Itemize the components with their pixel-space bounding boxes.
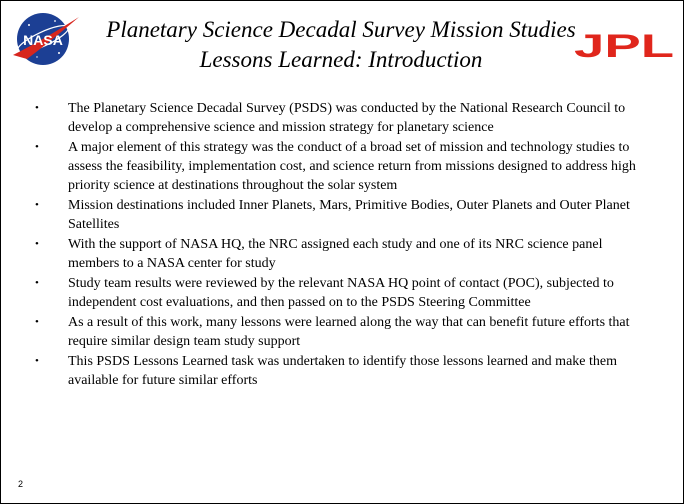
list-item xyxy=(31,138,653,195)
list-item xyxy=(31,99,653,137)
bullet-list xyxy=(31,99,653,391)
list-item xyxy=(31,196,653,234)
bullet-marker: • xyxy=(35,102,39,114)
svg-text:NASA: NASA xyxy=(23,32,63,48)
page-title xyxy=(61,15,621,75)
bullet-marker: • xyxy=(35,238,39,250)
bullet-marker: • xyxy=(35,199,39,211)
list-item xyxy=(31,235,653,273)
jpl-logo xyxy=(569,29,679,61)
bullet-text: As a result of this work, many lessons were learned along the way that can benefit future efforts that require similar design team study support xyxy=(68,315,630,349)
bullet-text: The Planetary Science Decadal Survey (PSDS) was conducted by the National Research Council to develop a comprehensive science and mission strategy for planetary science xyxy=(68,101,626,135)
bullet-text: A major element of this strategy was the conduct of a broad set of mission and technology studies to assess the feasibility, implementation cost, and science return from missions designed to address high priority science at destinations throughout the solar system xyxy=(68,140,636,193)
list-item xyxy=(31,313,653,351)
list-item xyxy=(31,352,653,390)
bullet-text: With the support of NASA HQ, the NRC assigned each study and one of its NRC science panel members to a NASA center for study xyxy=(68,237,603,271)
bullet-marker: • xyxy=(35,316,39,328)
bullet-marker: • xyxy=(35,355,39,367)
title-line-2: Lessons Learned: Introduction xyxy=(199,47,483,72)
bullet-text: Study team results were reviewed by the relevant NASA HQ point of contact (POC), subjected to independent cost evaluations, and then passed on to the PSDS Steering Committee xyxy=(68,276,614,310)
bullet-marker: • xyxy=(35,277,39,289)
svg-text:JPL: JPL xyxy=(574,29,674,61)
bullet-text: This PSDS Lessons Learned task was undertaken to identify those lessons learned and make them available for future similar efforts xyxy=(68,354,617,388)
bullet-text: Mission destinations included Inner Planets, Mars, Primitive Bodies, Outer Planets and Outer Planet Satellites xyxy=(68,198,630,232)
bullet-marker: • xyxy=(35,141,39,153)
page-number: 2 xyxy=(18,479,24,489)
list-item xyxy=(31,274,653,312)
title-line-1: Planetary Science Decadal Survey Mission Studies xyxy=(106,17,576,42)
